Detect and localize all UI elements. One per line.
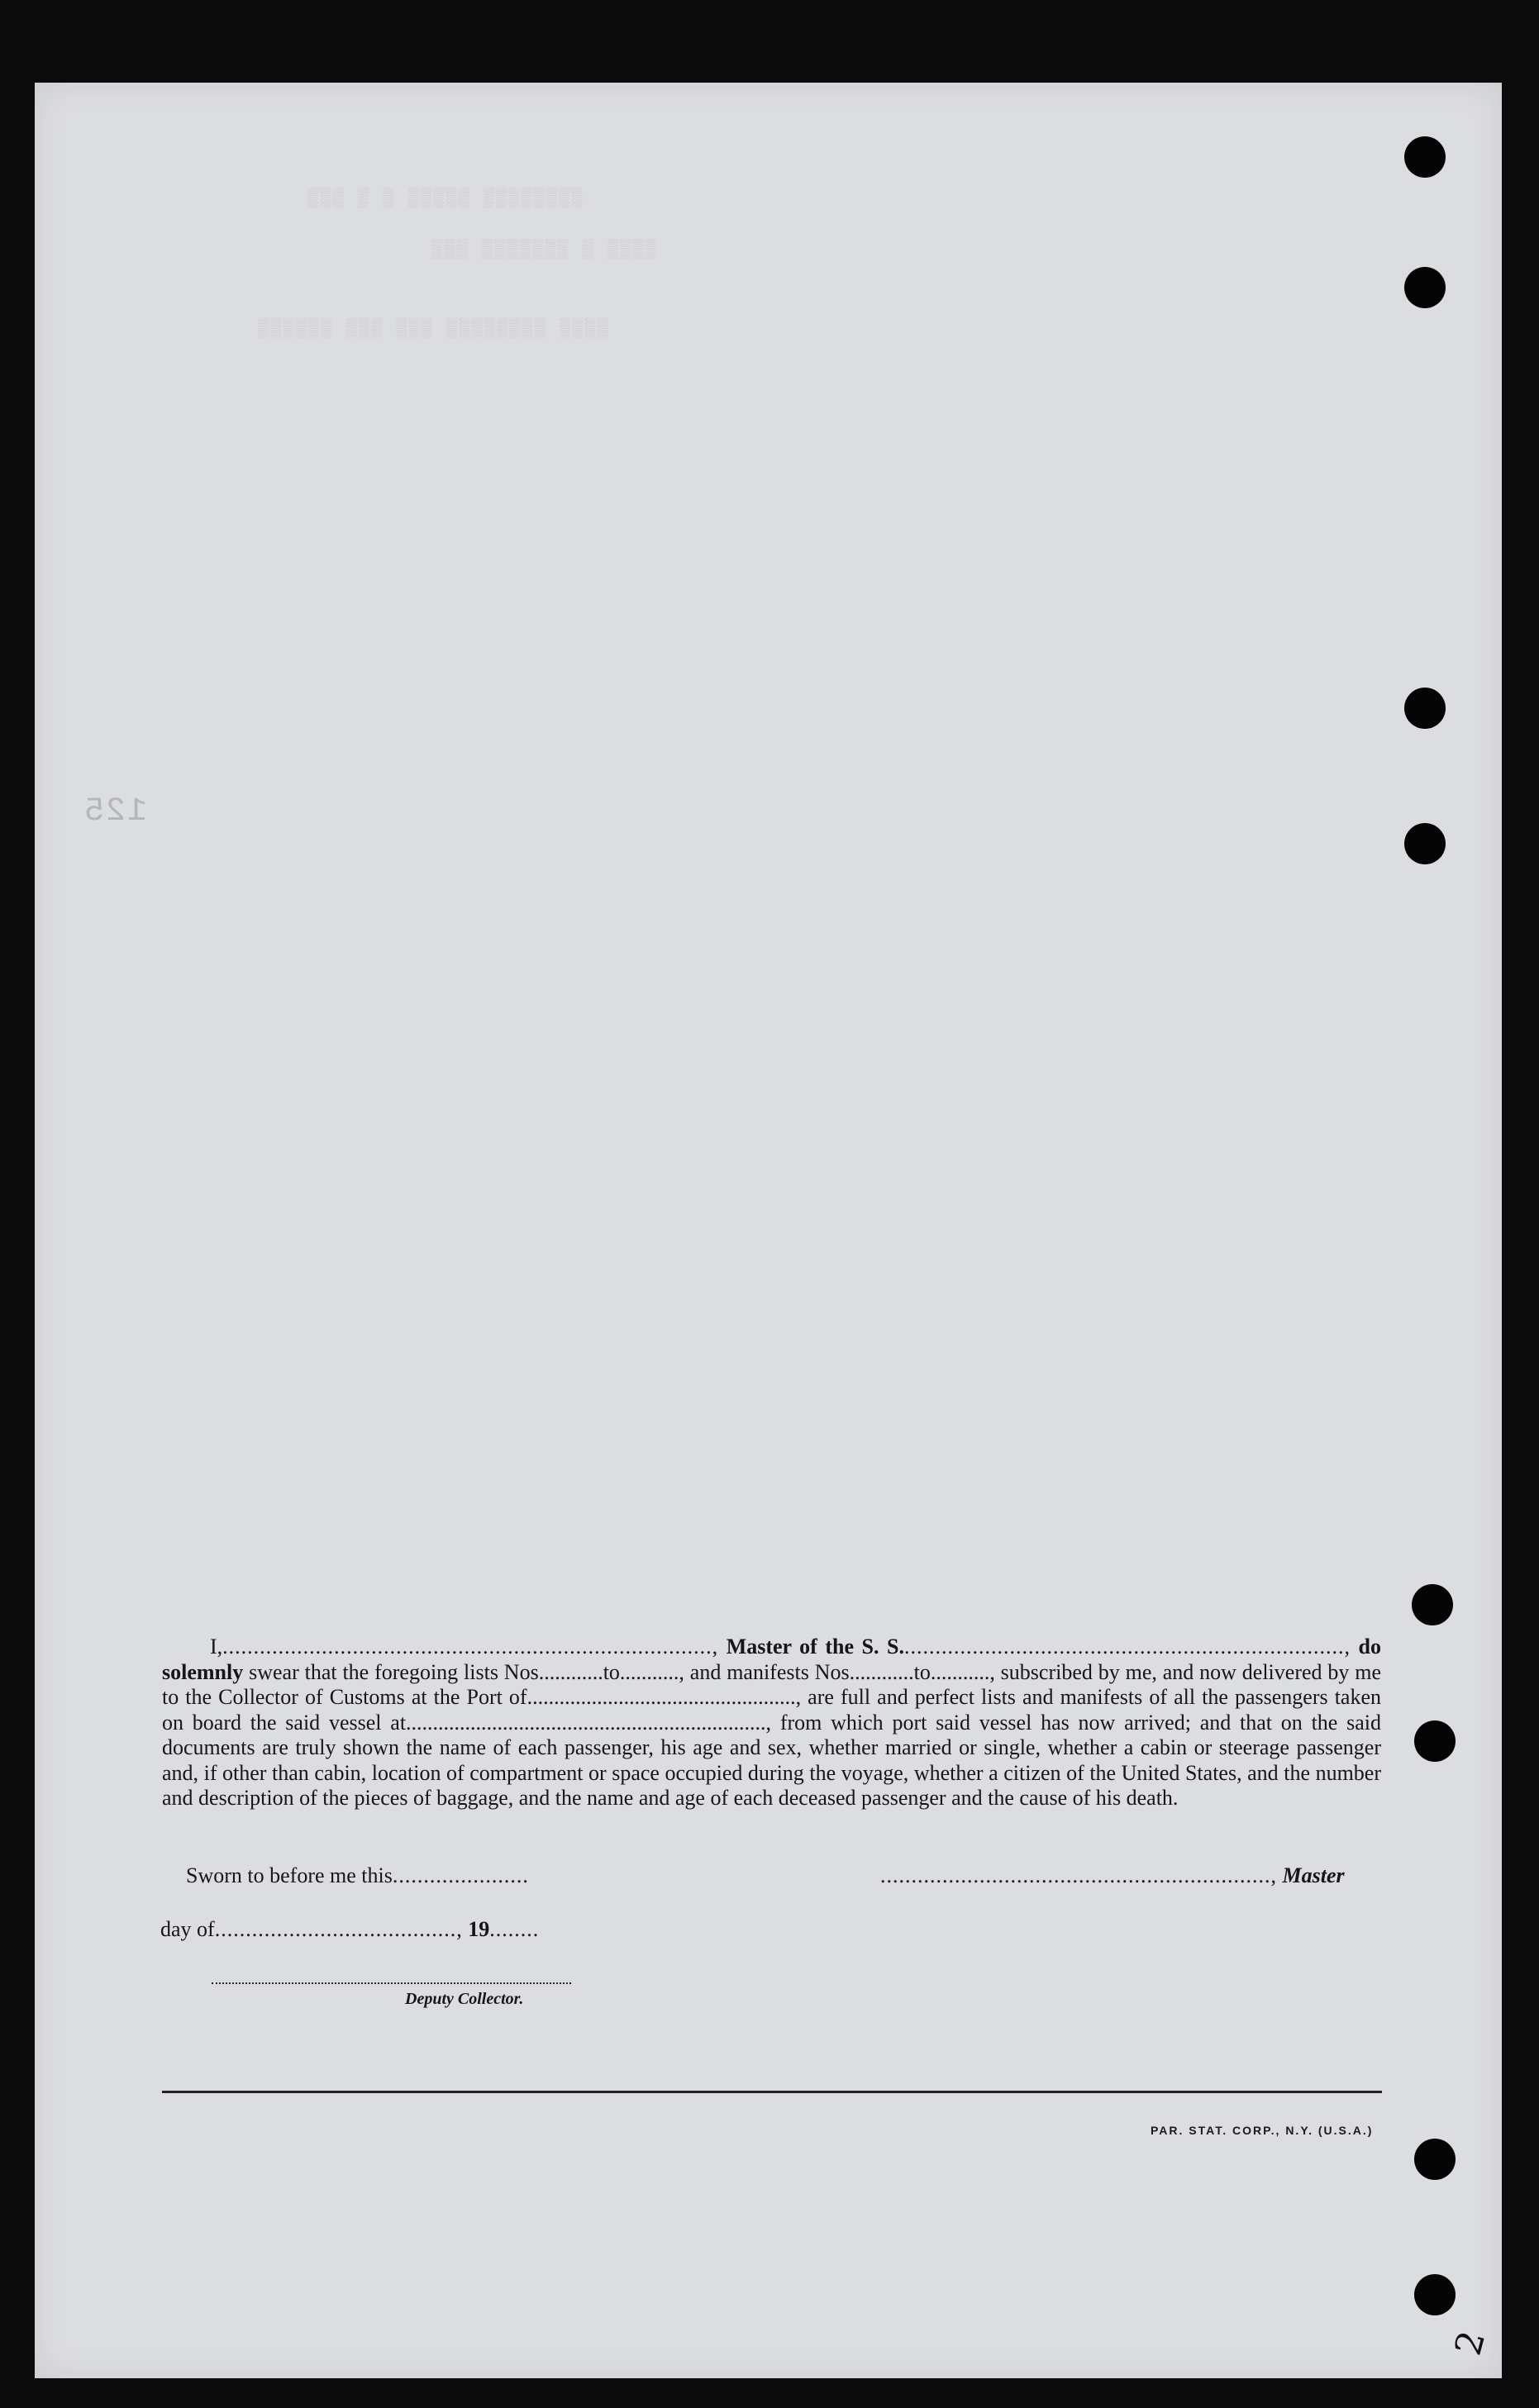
day-of-label: day of (160, 1917, 215, 1941)
master-signature-line (880, 1863, 1345, 1888)
master-dots: ..............................................................., (880, 1863, 1277, 1887)
deputy-signature-line (212, 1982, 571, 1984)
oath-do-solemnly: do solemnly (162, 1635, 1381, 1684)
binder-hole-icon (1404, 823, 1446, 864)
printer-mark: PAR. STAT. CORP., N.Y. (U.S.A.) (1151, 2124, 1374, 2137)
margin-stamp: 125 (83, 793, 148, 830)
sworn-dots: ...................... (392, 1863, 529, 1887)
oath-i: I, (210, 1635, 223, 1658)
binder-hole-icon (1412, 1584, 1453, 1625)
handwritten-corner-mark: 2 (1446, 2326, 1494, 2360)
day-of-line (160, 1917, 539, 1942)
bottom-rule (162, 2091, 1382, 2093)
year-label: 19 (468, 1917, 490, 1941)
deputy-collector-label: Deputy Collector. (405, 1990, 524, 2008)
oath-paragraph: I,..............................................................................., Master of the S. S........................................................................, do solemnly swear that the foregoing lists Nos............to..........., and manifests Nos............to..........., subscribed by me, and now delivered by me to the Collector of Customs at the Port of.................................................., are full and perfect lists and manifests of all the passengers taken on board the said vessel at..................................................................., from which port said vessel has now arrived; and that on the said documents are truly shown the name of each passenger, his age and sex, whether married or single, whether a cabin or steerage passenger and, if other than cabin, location of compartment or space occupied during the voyage, whether a citizen of the United States, and the number and description of the pieces of baggage, and the name and age of each deceased passenger and the cause of his death. (162, 1635, 1382, 1810)
bleed-through-mark: ▒▒▒ ▒▒▒▒▒▒▒ ▒ ▒▒▒▒ (431, 240, 658, 260)
document-page (35, 83, 1502, 2378)
binder-hole-icon (1414, 2274, 1456, 2315)
master-label: Master (1282, 1863, 1345, 1887)
binder-hole-icon (1414, 1720, 1456, 1762)
bleed-through-mark: ▒▒▒ ▒ ▒ ▒▒▒▒▒ ▒▒▒▒▒▒▒▒ (307, 188, 584, 209)
binder-hole-icon (1404, 688, 1446, 729)
binder-hole-icon (1414, 2139, 1456, 2180)
binder-hole-icon (1404, 136, 1446, 178)
sworn-line (186, 1863, 529, 1888)
oath-body: swear that the foregoing lists Nos............to..........., and manifests Nos............to..........., subscribed by me, and now delivered by me to the Collector of Customs at the Port of.................................................., are full and perfect lists and manifests of all the passengers taken on board the said vessel at..................................................................., from which port said vessel has now arrived; and that on the said documents are truly shown the name of each passenger, his age and sex, whether married or single, whether a cabin or steerage passenger and, if other than cabin, location of compartment or space occupied during the voyage, whether a citizen of the United States, and the number and description of the pieces of baggage, and the name and age of each deceased passenger and the cause of his death. (162, 1659, 1382, 1810)
oath-master-of-label: Master of the S. S. (726, 1635, 904, 1658)
day-of-dots: ......................................., (214, 1917, 463, 1941)
bleed-through-mark: ▒▒▒▒▒▒ ▒▒▒ ▒▒▒ ▒▒▒▒▒▒▒▒ ▒▒▒▒ (258, 318, 610, 339)
year-dots: ........ (489, 1917, 540, 1941)
sworn-label: Sworn to before me this (186, 1863, 393, 1887)
binder-hole-icon (1404, 267, 1446, 308)
